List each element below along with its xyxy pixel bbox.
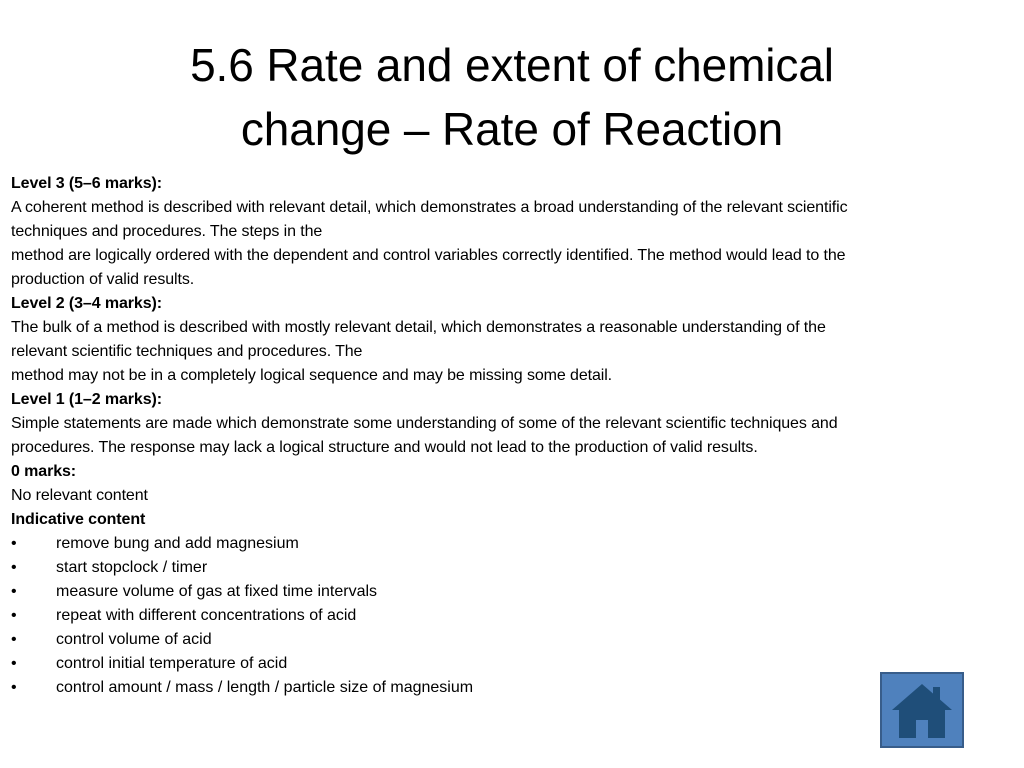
bullet-icon: • (11, 607, 17, 624)
bullet-text: control amount / mass / length / particle size of magnesium (56, 679, 474, 696)
level-3-heading: Level 3 (5–6 marks): (11, 175, 162, 192)
slide-title-line-2: change – Rate of Reaction (240, 103, 784, 155)
level-3-text-line: techniques and procedures. The steps in the (11, 223, 323, 240)
level-2-heading: Level 2 (3–4 marks): (11, 295, 162, 312)
bullet-text: measure volume of gas at fixed time intervals (56, 583, 378, 600)
indicative-bullet-item (11, 676, 1011, 700)
indicative-bullet-item (11, 604, 1011, 628)
home-button[interactable] (880, 672, 964, 748)
level-2-text-line: The bulk of a method is described with mostly relevant detail, which demonstrates a reasonable understanding of the (11, 319, 826, 336)
indicative-bullet-item (11, 556, 1011, 580)
bullet-icon: • (11, 583, 17, 600)
bullet-text: remove bung and add magnesium (56, 535, 299, 552)
indicative-content-heading: Indicative content (11, 511, 146, 528)
level-2-text-line: method may not be in a completely logical sequence and may be missing some detail. (11, 367, 613, 384)
level-0-heading: 0 marks: (11, 463, 77, 480)
level-3-text-line: A coherent method is described with relevant detail, which demonstrates a broad understanding of the relevant scientific (11, 199, 848, 216)
level-1-heading: Level 1 (1–2 marks): (11, 391, 162, 408)
slide-title (40, 33, 984, 161)
bullet-text: start stopclock / timer (56, 559, 208, 576)
level-3-text-line: production of valid results. (11, 271, 195, 288)
bullet-icon: • (11, 535, 17, 552)
indicative-bullet-item (11, 532, 1011, 556)
bullet-icon: • (11, 679, 17, 696)
level-1-text-line: Simple statements are made which demonstrate some understanding of some of the relevant scientific techniques and (11, 415, 838, 432)
bullet-text: repeat with different concentrations of acid (56, 607, 357, 624)
indicative-bullet-item (11, 580, 1011, 604)
home-icon (882, 674, 962, 746)
bullet-icon: • (11, 559, 17, 576)
level-0-text-line: No relevant content (11, 487, 148, 504)
bullet-icon: • (11, 655, 17, 672)
bullet-text: control initial temperature of acid (56, 655, 288, 672)
level-2-text-line: relevant scientific techniques and procedures. The (11, 343, 363, 360)
indicative-bullet-item (11, 652, 1011, 676)
level-1-text-line: procedures. The response may lack a logical structure and would not lead to the production of valid results. (11, 439, 758, 456)
bullet-icon: • (11, 631, 17, 648)
slide-title-line-1: 5.6 Rate and extent of chemical (190, 39, 834, 91)
indicative-bullet-item (11, 628, 1011, 652)
level-3-text-line: method are logically ordered with the dependent and control variables correctly identified. The method would lead to the (11, 247, 846, 264)
bullet-text: control volume of acid (56, 631, 212, 648)
mark-scheme-body (11, 172, 1011, 700)
